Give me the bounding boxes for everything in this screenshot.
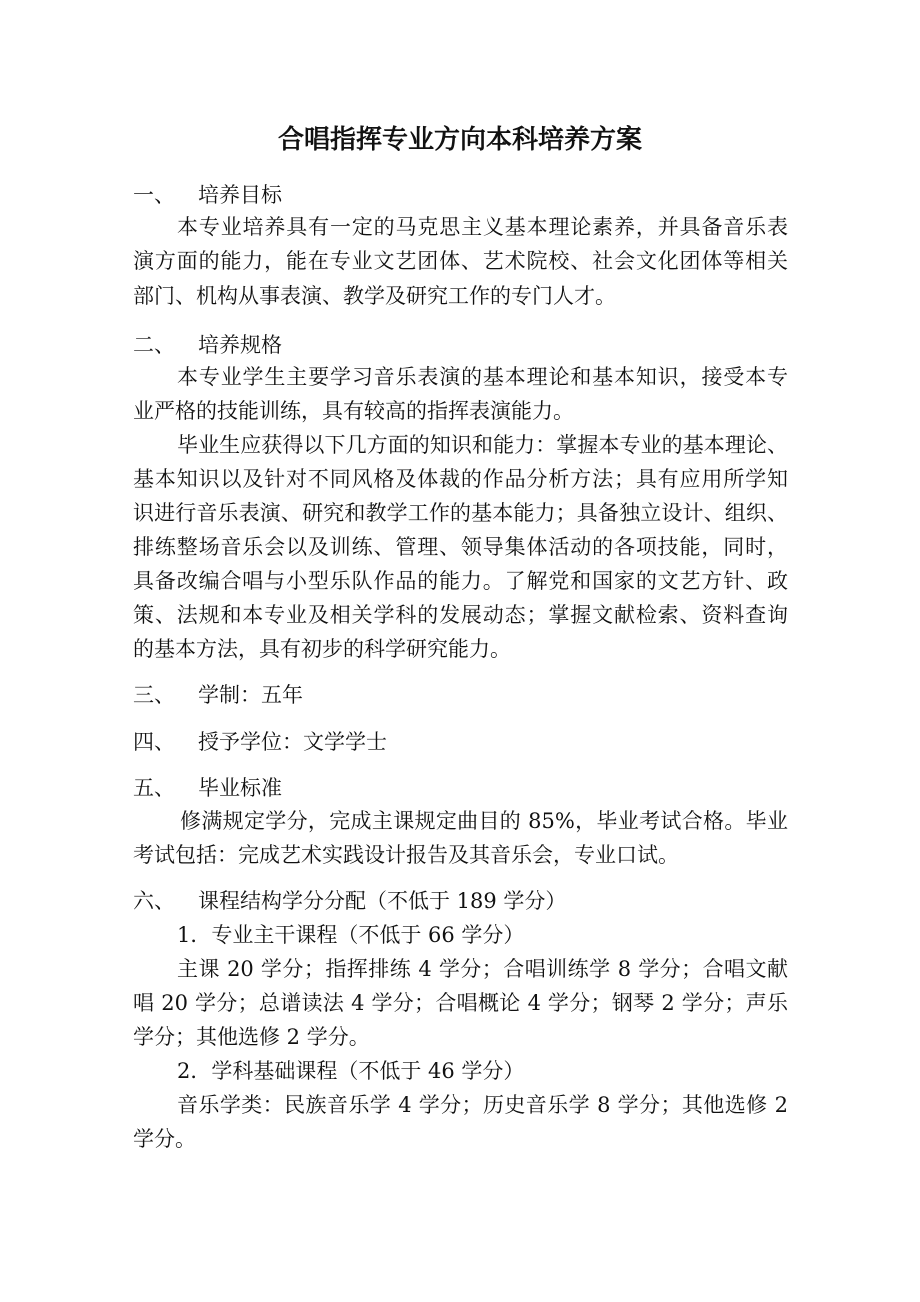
section-number: 一、 — [133, 183, 175, 207]
subsection-heading: 2．学科基础课程（不低于 46 学分） — [177, 1059, 525, 1083]
section-heading: 学制：五年 — [198, 683, 303, 707]
section-number: 二、 — [133, 333, 175, 357]
section-number: 四、 — [133, 730, 175, 754]
paragraph-line: 排练整场音乐会以及训练、管理、领导集体活动的各项技能，同时， — [133, 535, 788, 559]
paragraph-line: 业严格的技能训练，具有较高的指挥表演能力。 — [133, 399, 574, 423]
paragraph-line: 策、法规和本专业及相关学科的发展动态；掌握文献检索、资料查询 — [133, 603, 788, 627]
paragraph-line: 毕业生应获得以下几方面的知识和能力：掌握本专业的基本理论、 — [177, 433, 788, 457]
paragraph-line: 演方面的能力，能在专业文艺团体、艺术院校、社会文化团体等相关 — [133, 249, 788, 273]
paragraph-line: 学分。 — [133, 1127, 196, 1151]
paragraph-line: 具备改编合唱与小型乐队作品的能力。了解党和国家的文艺方针、政 — [133, 569, 788, 593]
paragraph-line: 学分；其他选修 2 学分。 — [133, 1025, 370, 1049]
section-heading: 毕业标准 — [198, 776, 282, 800]
section-heading: 培养目标 — [198, 183, 282, 207]
paragraph-line: 音乐学类：民族音乐学 4 学分；历史音乐学 8 学分；其他选修 2 — [177, 1093, 788, 1117]
paragraph-line: 唱 20 学分；总谱读法 4 学分；合唱概论 4 学分；钢琴 2 学分；声乐 — [133, 991, 788, 1015]
paragraph-line: 修满规定学分，完成主课规定曲目的 85%，毕业考试合格。毕业 — [180, 809, 788, 833]
paragraph-line: 基本知识以及针对不同风格及体裁的作品分析方法；具有应用所学知 — [133, 467, 788, 491]
paragraph-line: 的基本方法，具有初步的科学研究能力。 — [133, 637, 511, 661]
section-heading: 培养规格 — [198, 333, 282, 357]
paragraph-line: 识进行音乐表演、研究和教学工作的基本能力；具备独立设计、组织、 — [133, 501, 788, 525]
section-heading: 课程结构学分分配（不低于 189 学分） — [198, 889, 567, 913]
section-number: 五、 — [133, 776, 175, 800]
paragraph-line: 主课 20 学分；指挥排练 4 学分；合唱训练学 8 学分；合唱文献 — [177, 957, 788, 981]
paragraph-line: 本专业学生主要学习音乐表演的基本理论和基本知识，接受本专 — [177, 365, 788, 389]
document-title: 合唱指挥专业方向本科培养方案 — [277, 125, 642, 155]
section-heading: 授予学位：文学学士 — [198, 730, 387, 754]
section-number: 三、 — [133, 683, 175, 707]
subsection-heading: 1．专业主干课程（不低于 66 学分） — [177, 923, 525, 947]
section-number: 六、 — [133, 889, 175, 913]
paragraph-line: 本专业培养具有一定的马克思主义基本理论素养，并具备音乐表 — [177, 215, 788, 239]
paragraph-line: 考试包括：完成艺术实践设计报告及其音乐会，专业口试。 — [133, 843, 679, 867]
paragraph-line: 部门、机构从事表演、教学及研究工作的专门人才。 — [133, 284, 616, 308]
